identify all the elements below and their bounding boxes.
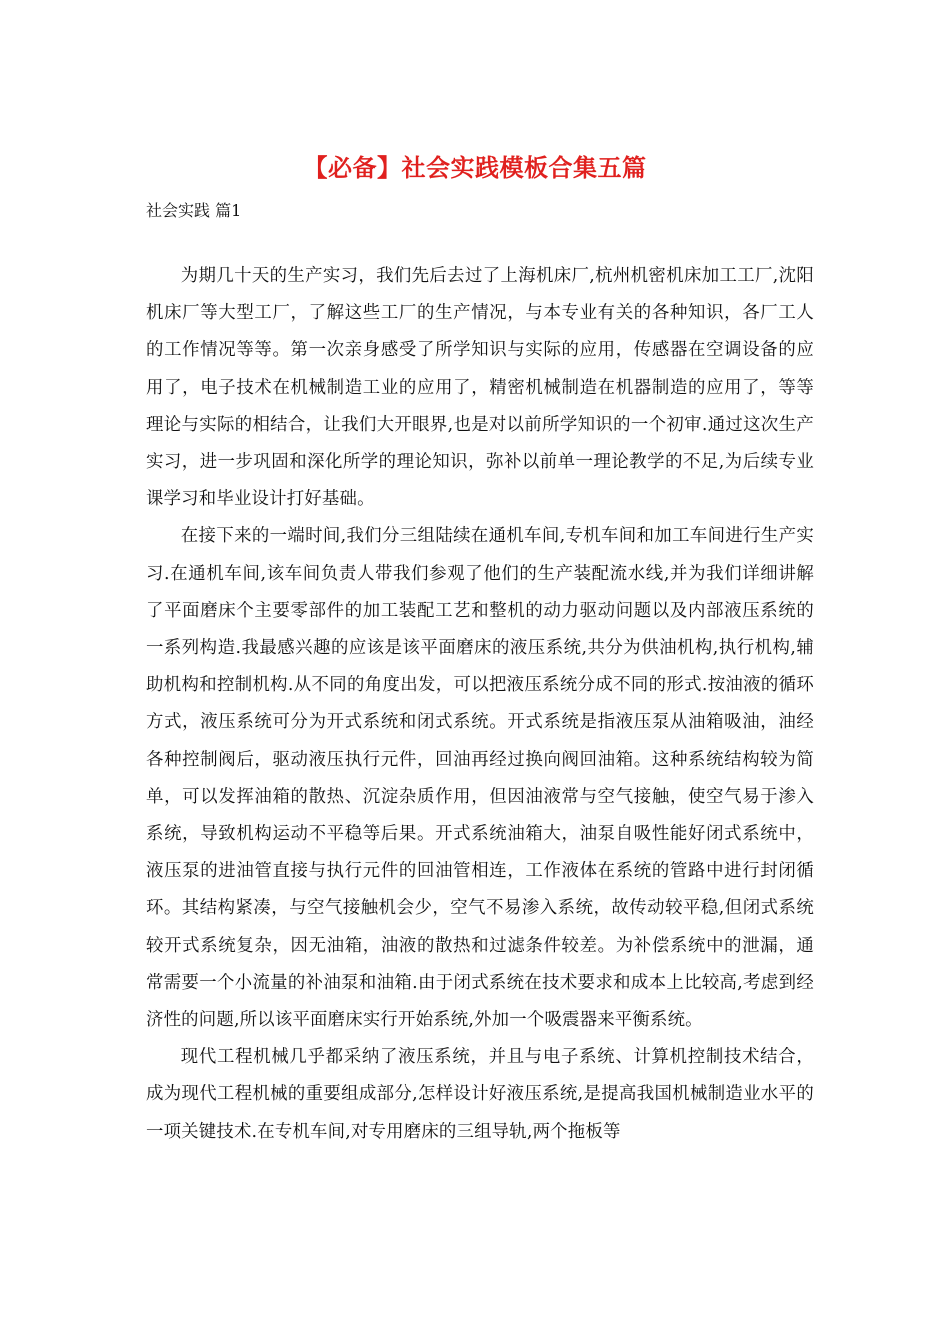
paragraph-1: 为期几十天的生产实习，我们先后去过了上海机床厂,杭州机密机床加工工厂,沈阳机床厂等大型工厂，了解这些工厂的生产情况，与本专业有关的各种知识，各厂工人的工作情况等等。第一次亲身感受了所学知识与实际的应用，传感器在空调设备的应用了，电子技术在机械制造工业的应用了，精密机械制造在机器制造的应用了，等等理论与实际的相结合，让我们大开眼界,也是对以前所学知识的一个初审.通过这次生产实习，进一步巩固和深化所学的理论知识，弥补以前单一理论教学的不足,为后续专业课学习和毕业设计打好基础。 xyxy=(146,266,814,510)
section-heading: 社会实践 篇1 xyxy=(146,201,242,220)
paragraph-2: 在接下来的一端时间,我们分三组陆续在通机车间,专机车间和加工车间进行生产实习.在通机车间,该车间负责人带我们参观了他们的生产装配流水线,并为我们详细讲解了平面磨床个主要零部件的加工装配工艺和整机的动力驱动问题以及内部液压系统的一系列构造.我最感兴趣的应该是该平面磨床的液压系统,共分为供油机构,执行机构,辅助机构和控制机构.从不同的角度出发，可以把液压系统分成不同的形式.按油液的循环方式，液压系统可分为开式系统和闭式系统。开式系统是指液压泵从油箱吸油，油经各种控制阀后，驱动液压执行元件，回油再经过换向阀回油箱。这种系统结构较为简单，可以发挥油箱的散热、沉淀杂质作用，但因油液常与空气接触，使空气易于渗入系统，导致机构运动不平稳等后果。开式系统油箱大，油泵自吸性能好闭式系统中，液压泵的进油管直接与执行元件的回油管相连，工作液体在系统的管路中进行封闭循环。其结构紧凑，与空气接触机会少，空气不易渗入系统，故传动较平稳,但闭式系统较开式系统复杂，因无油箱，油液的散热和过滤条件较差。为补偿系统中的泄漏，通常需要一个小流量的补油泵和油箱.由于闭式系统在技术要求和成本上比较高,考虑到经济性的问题,所以该平面磨床实行开始系统,外加一个吸震器来平衡系统。 xyxy=(146,526,814,1031)
body-text xyxy=(146,258,814,1151)
document-title: 【必备】社会实践模板合集五篇 xyxy=(303,153,647,182)
paragraph-3: 现代工程机械几乎都采纳了液压系统，并且与电子系统、计算机控制技术结合，成为现代工程机械的重要组成部分,怎样设计好液压系统,是提高我国机械制造业水平的一项关键技术.在专机车间,对专用磨床的三组导轨,两个拖板等 xyxy=(146,1047,814,1142)
